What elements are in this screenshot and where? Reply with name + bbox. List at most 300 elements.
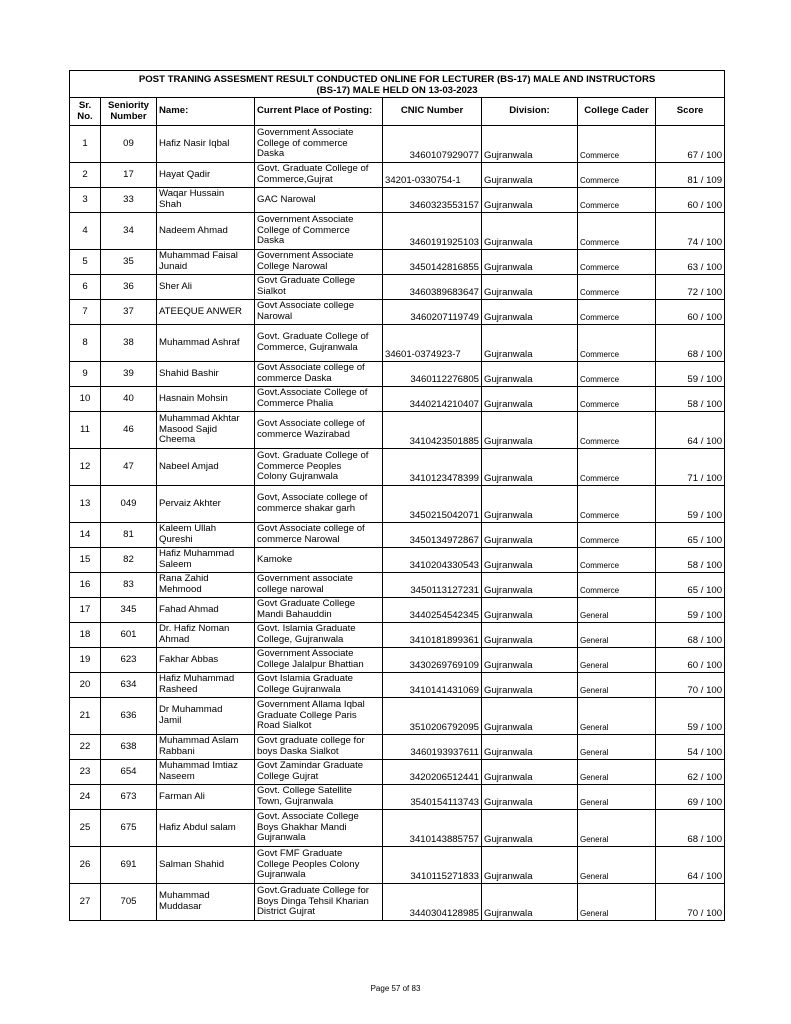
cell-posting-line: College, Gujranwala [257, 634, 344, 645]
cell-division: Gujranwala [482, 275, 578, 300]
cell-name-line: Muhammad Akhtar [159, 413, 240, 425]
cell-posting-line: Commerce,Gujrat [257, 174, 333, 185]
cell-posting-line: Govt Graduate College [257, 598, 356, 610]
cell-posting [255, 648, 383, 673]
cell-name [157, 785, 255, 810]
title-line-2: (BS-17) MALE HELD ON 13-03-2023 [316, 85, 478, 96]
cell-posting-line: College Peoples Colony [257, 858, 360, 870]
cell-posting-line: District Gujrat [257, 906, 316, 918]
cell-seniority: 47 [101, 449, 157, 486]
cell-cnic: 3440304128985 [383, 884, 482, 921]
cell-posting-line: Govt.Associate College of [257, 387, 368, 399]
cell-seniority: 83 [101, 573, 157, 598]
cell-posting [255, 213, 383, 250]
cell-cadre: Commerce [578, 387, 656, 412]
cell-name [157, 213, 255, 250]
cell-seniority: 37 [101, 300, 157, 325]
cell-posting-line: Gujranwala [257, 869, 306, 881]
cell-posting-line: Government Associate [257, 250, 354, 262]
cell-cnic: 3460389683647 [383, 275, 482, 300]
cell-cadre: General [578, 698, 656, 735]
cell-score: 70 / 100 [656, 884, 725, 921]
cell-name-line: Junaid [159, 261, 188, 272]
cell-division: Gujranwala [482, 760, 578, 785]
cell-name-line: Cheema [159, 434, 196, 446]
table-row [70, 648, 725, 673]
cell-sr: 24 [70, 785, 101, 810]
cell-division: Gujranwala [482, 598, 578, 623]
cell-name [157, 126, 255, 163]
cell-name-line: Dr Muhammad [159, 704, 223, 716]
cell-posting [255, 760, 383, 785]
cell-cnic: 3430269769109 [383, 648, 482, 673]
cell-name [157, 648, 255, 673]
cell-name-line: Farman Ali [159, 790, 205, 802]
cell-sr: 6 [70, 275, 101, 300]
cell-posting-line: Gujranwala [257, 832, 306, 844]
cell-cnic: 3460107929077 [383, 126, 482, 163]
cell-cadre: General [578, 648, 656, 673]
cell-cnic: 3410141431069 [383, 673, 482, 698]
cell-score: 69 / 100 [656, 785, 725, 810]
cell-name-line: Muhammad Aslam [159, 735, 239, 747]
header-cadre: College Cader [578, 98, 656, 126]
cell-posting-line: Colony Gujranwala [257, 471, 339, 483]
table-row [70, 760, 725, 785]
cell-posting-line: Government associate [257, 573, 353, 585]
cell-division: Gujranwala [482, 250, 578, 275]
cell-name [157, 250, 255, 275]
cell-name [157, 486, 255, 523]
cell-cnic: 3510206792095 [383, 698, 482, 735]
cell-cadre: Commerce [578, 362, 656, 387]
cell-posting-line: Kamoke [257, 553, 293, 565]
cell-cnic: 3540154113743 [383, 785, 482, 810]
cell-sr: 4 [70, 213, 101, 250]
table-row [70, 884, 725, 921]
cell-division: Gujranwala [482, 325, 578, 362]
cell-name-line: Shahid Bashir [159, 367, 219, 379]
cell-seniority: 39 [101, 362, 157, 387]
cell-cadre: Commerce [578, 412, 656, 449]
cell-score: 59 / 100 [656, 486, 725, 523]
cell-posting-line: College of Commerce [257, 224, 350, 236]
cell-posting [255, 126, 383, 163]
cell-division: Gujranwala [482, 810, 578, 847]
table-body [70, 126, 725, 921]
cell-sr: 19 [70, 648, 101, 673]
cell-seniority: 673 [101, 785, 157, 810]
cell-posting-line: Mandi Bahauddin [257, 609, 332, 620]
cell-posting-line: Daska [257, 148, 285, 160]
cell-seniority: 17 [101, 163, 157, 188]
table-row [70, 213, 725, 250]
cell-name-line: Pervaiz Akhter [159, 497, 221, 509]
cell-name-line: Masood Sajid [159, 423, 218, 435]
cell-score: 60 / 100 [656, 300, 725, 325]
cell-name-line: Jamil [159, 715, 182, 726]
cell-posting [255, 387, 383, 412]
table-row [70, 486, 725, 523]
cell-seniority: 345 [101, 598, 157, 623]
cell-posting-line: College Jalalpur Bhattian [257, 659, 364, 670]
cell-score: 68 / 100 [656, 325, 725, 362]
cell-name-line: Fahad Ahmad [159, 603, 219, 615]
cell-posting [255, 250, 383, 275]
cell-name-line: Salman Shahid [159, 858, 225, 870]
cell-sr: 23 [70, 760, 101, 785]
cell-name-line: Fakhar Abbas [159, 653, 219, 665]
cell-posting [255, 884, 383, 921]
cell-name-line: Sher Ali [159, 280, 193, 292]
cell-name-line: Muhammad Faisal [159, 250, 238, 262]
cell-score: 74 / 100 [656, 213, 725, 250]
header-sr-line1: Sr. [78, 99, 92, 111]
cell-seniority: 623 [101, 648, 157, 673]
table-row [70, 548, 725, 573]
cell-cadre: General [578, 847, 656, 884]
header-posting: Current Place of Posting: [255, 98, 383, 126]
cell-seniority: 34 [101, 213, 157, 250]
cell-score: 54 / 100 [656, 735, 725, 760]
cell-score: 65 / 100 [656, 573, 725, 598]
cell-name [157, 275, 255, 300]
cell-posting [255, 300, 383, 325]
cell-cadre: General [578, 735, 656, 760]
cell-posting-line: Govt. College Satellite [257, 785, 352, 797]
cell-cnic: 3410115271833 [383, 847, 482, 884]
header-division: Division: [482, 98, 578, 126]
cell-cadre: Commerce [578, 548, 656, 573]
cell-posting-line: Govt Associate college [257, 300, 355, 312]
cell-cadre: Commerce [578, 449, 656, 486]
cell-division: Gujranwala [482, 412, 578, 449]
cell-cnic: 3440254542345 [383, 598, 482, 623]
header-seniority-line2: Number [110, 110, 147, 122]
cell-name-line: Saleem [159, 559, 192, 570]
cell-cnic: 3410423501885 [383, 412, 482, 449]
page-number: Page 57 of 83 [370, 984, 421, 993]
cell-name [157, 387, 255, 412]
cell-division: Gujranwala [482, 213, 578, 250]
table-row [70, 163, 725, 188]
cell-posting [255, 573, 383, 598]
cell-seniority: 09 [101, 126, 157, 163]
cell-score: 68 / 100 [656, 623, 725, 648]
cell-cnic: 3410181899361 [383, 623, 482, 648]
cell-posting [255, 362, 383, 387]
cell-posting-line: Govt. Islamia Graduate [257, 623, 356, 635]
cell-division: Gujranwala [482, 785, 578, 810]
cell-name-line: Hayat Qadir [159, 168, 211, 180]
table-row [70, 598, 725, 623]
cell-name-line: Hafiz Abdul salam [159, 821, 236, 833]
cell-seniority: 654 [101, 760, 157, 785]
cell-sr: 5 [70, 250, 101, 275]
cell-sr: 7 [70, 300, 101, 325]
cell-division: Gujranwala [482, 126, 578, 163]
cell-cadre: Commerce [578, 163, 656, 188]
cell-sr: 14 [70, 523, 101, 548]
cell-seniority: 049 [101, 486, 157, 523]
cell-posting [255, 275, 383, 300]
cell-posting-line: Narowal [257, 311, 293, 322]
cell-cadre: Commerce [578, 126, 656, 163]
cell-cadre: Commerce [578, 523, 656, 548]
cell-cadre: Commerce [578, 213, 656, 250]
cell-sr: 9 [70, 362, 101, 387]
cell-name [157, 623, 255, 648]
cell-name-line: Hafiz Muhammad [159, 548, 235, 560]
cell-cnic: 3460112276805 [383, 362, 482, 387]
cell-name [157, 548, 255, 573]
cell-seniority: 35 [101, 250, 157, 275]
header-sr-line2: No. [77, 110, 93, 122]
header-score: Score [656, 98, 725, 126]
cell-sr: 1 [70, 126, 101, 163]
cell-name-line: Shah [159, 199, 182, 210]
table-row [70, 623, 725, 648]
cell-name-line: Qureshi [159, 534, 193, 545]
cell-seniority: 636 [101, 698, 157, 735]
cell-posting-line: commerce shakar garh [257, 503, 356, 514]
result-sheet [69, 70, 724, 921]
cell-score: 58 / 100 [656, 548, 725, 573]
cell-name-line: Rana Zahid [159, 573, 209, 585]
table-row [70, 847, 725, 884]
cell-seniority: 40 [101, 387, 157, 412]
cell-cnic: 3450113127231 [383, 573, 482, 598]
table-row [70, 449, 725, 486]
cell-sr: 20 [70, 673, 101, 698]
cell-division: Gujranwala [482, 188, 578, 213]
title-line-1: POST TRANING ASSESMENT RESULT CONDUCTED ONLINE FOR LECTURER (BS-17) MALE AND INSTRUCTORS [138, 73, 656, 85]
results-table [69, 70, 725, 921]
header-name: Name: [157, 98, 255, 126]
cell-posting-line: Govt, Associate college of [257, 492, 368, 504]
cell-score: 60 / 100 [656, 648, 725, 673]
cell-division: Gujranwala [482, 449, 578, 486]
cell-sr: 15 [70, 548, 101, 573]
cell-name-line: Naseem [159, 771, 195, 782]
cell-sr: 22 [70, 735, 101, 760]
cell-seniority: 638 [101, 735, 157, 760]
cell-posting-line: Boys Dinga Tehsil Kharian [257, 895, 369, 907]
cell-cnic: 3450134972867 [383, 523, 482, 548]
cell-cnic: 3420206512441 [383, 760, 482, 785]
cell-posting [255, 785, 383, 810]
cell-posting-line: College Gujrat [257, 771, 319, 782]
cell-posting-line: Daska [257, 235, 285, 247]
cell-division: Gujranwala [482, 486, 578, 523]
cell-division: Gujranwala [482, 623, 578, 648]
cell-cadre: General [578, 810, 656, 847]
cell-name-line: Kaleem Ullah [159, 523, 217, 535]
table-row [70, 785, 725, 810]
cell-posting-line: commerce Daska [257, 373, 332, 384]
cell-division: Gujranwala [482, 387, 578, 412]
cell-name-line: Hafiz Muhammad [159, 673, 235, 685]
cell-division: Gujranwala [482, 648, 578, 673]
cell-name-line: Hasnain Mohsin [159, 392, 228, 404]
cell-score: 62 / 100 [656, 760, 725, 785]
cell-sr: 21 [70, 698, 101, 735]
table-row [70, 325, 725, 362]
cell-name-line: Mehmood [159, 584, 202, 595]
cell-name [157, 412, 255, 449]
cell-score: 59 / 100 [656, 362, 725, 387]
cell-posting-line: Commerce, Gujranwala [257, 342, 358, 353]
cell-name [157, 325, 255, 362]
cell-name-line: Muddasar [159, 901, 202, 912]
header-seniority [101, 98, 157, 126]
table-row [70, 250, 725, 275]
cell-name-line: Nadeem Ahmad [159, 224, 228, 236]
cell-posting [255, 325, 383, 362]
cell-seniority: 38 [101, 325, 157, 362]
cell-posting-line: commerce Wazirabad [257, 429, 350, 440]
cell-posting-line: Road Sialkot [257, 720, 312, 732]
cell-name [157, 735, 255, 760]
table-row [70, 573, 725, 598]
cell-name [157, 847, 255, 884]
cell-posting-line: commerce Narowal [257, 534, 340, 545]
cell-posting [255, 523, 383, 548]
cell-cnic: 3450215042071 [383, 486, 482, 523]
cell-posting-line: Commerce Phalia [257, 398, 334, 409]
cell-sr: 26 [70, 847, 101, 884]
cell-posting-line: Boys Ghakhar Mandi [257, 821, 347, 833]
cell-name-line: Rasheed [159, 684, 198, 695]
cell-name [157, 698, 255, 735]
cell-seniority: 691 [101, 847, 157, 884]
cell-score: 68 / 100 [656, 810, 725, 847]
cell-posting-line: Govt graduate college for [257, 735, 365, 747]
cell-name [157, 573, 255, 598]
cell-posting-line: boys Daska Sialkot [257, 746, 339, 757]
cell-division: Gujranwala [482, 735, 578, 760]
table-row [70, 387, 725, 412]
table-row [70, 523, 725, 548]
cell-name-line: ATEEQUE ANWER [159, 305, 242, 317]
cell-sr: 11 [70, 412, 101, 449]
cell-posting-line: College Gujranwala [257, 684, 341, 695]
table-row [70, 300, 725, 325]
cell-sr: 8 [70, 325, 101, 362]
cell-posting [255, 188, 383, 213]
cell-division: Gujranwala [482, 847, 578, 884]
cell-seniority: 82 [101, 548, 157, 573]
cell-name [157, 188, 255, 213]
cell-sr: 2 [70, 163, 101, 188]
table-row [70, 735, 725, 760]
cell-score: 59 / 100 [656, 598, 725, 623]
cell-score: 59 / 100 [656, 698, 725, 735]
cell-division: Gujranwala [482, 163, 578, 188]
table-row [70, 188, 725, 213]
cell-posting-line: Commerce Peoples [257, 460, 342, 472]
cell-seniority: 705 [101, 884, 157, 921]
cell-cnic: 34601-0374923-7 [383, 325, 482, 362]
cell-cadre: Commerce [578, 300, 656, 325]
cell-name [157, 760, 255, 785]
cell-name [157, 449, 255, 486]
cell-cadre: General [578, 598, 656, 623]
cell-seniority: 675 [101, 810, 157, 847]
cell-name [157, 300, 255, 325]
cell-sr: 18 [70, 623, 101, 648]
cell-cadre: Commerce [578, 188, 656, 213]
cell-posting-line: Govt Graduate College [257, 275, 356, 287]
cell-posting [255, 673, 383, 698]
cell-posting [255, 548, 383, 573]
cell-name-line: Rabbani [159, 746, 195, 757]
table-title [70, 71, 725, 98]
cell-name [157, 884, 255, 921]
cell-score: 70 / 100 [656, 673, 725, 698]
cell-name-line: Muhammad Imtiaz [159, 760, 238, 772]
cell-division: Gujranwala [482, 673, 578, 698]
cell-seniority: 81 [101, 523, 157, 548]
cell-cadre: Commerce [578, 275, 656, 300]
cell-cnic: 3410204330543 [383, 548, 482, 573]
cell-sr: 10 [70, 387, 101, 412]
cell-division: Gujranwala [482, 362, 578, 387]
cell-posting-line: Sialkot [257, 286, 286, 297]
header-sr [70, 98, 101, 126]
cell-score: 65 / 100 [656, 523, 725, 548]
cell-cnic: 3460323553157 [383, 188, 482, 213]
table-row [70, 362, 725, 387]
cell-division: Gujranwala [482, 698, 578, 735]
cell-posting [255, 449, 383, 486]
cell-name [157, 673, 255, 698]
header-cnic: CNIC Number [383, 98, 482, 126]
cell-sr: 17 [70, 598, 101, 623]
cell-sr: 25 [70, 810, 101, 847]
cell-cadre: General [578, 623, 656, 648]
cell-cnic: 3440214210407 [383, 387, 482, 412]
cell-name [157, 523, 255, 548]
cell-name-line: Hafiz Nasir Iqbal [159, 137, 230, 149]
cell-posting-line: Govt. Graduate College of [257, 450, 369, 462]
cell-sr: 16 [70, 573, 101, 598]
table-row [70, 275, 725, 300]
cell-cnic: 3410123478399 [383, 449, 482, 486]
table-row [70, 126, 725, 163]
cell-name-line: Muhammad Ashraf [159, 336, 240, 348]
cell-sr: 13 [70, 486, 101, 523]
cell-division: Gujranwala [482, 548, 578, 573]
cell-seniority: 601 [101, 623, 157, 648]
cell-posting-line: Govt Associate college of [257, 362, 365, 374]
cell-score: 63 / 100 [656, 250, 725, 275]
cell-score: 67 / 100 [656, 126, 725, 163]
header-row [70, 98, 725, 126]
cell-seniority: 33 [101, 188, 157, 213]
cell-posting-line: Govt Associate college of [257, 418, 365, 430]
cell-posting [255, 810, 383, 847]
cell-cadre: Commerce [578, 250, 656, 275]
cell-name-line: Waqar Hussain [159, 188, 225, 200]
cell-score: 58 / 100 [656, 387, 725, 412]
cell-sr: 12 [70, 449, 101, 486]
cell-posting-line: Government Associate [257, 648, 354, 660]
cell-posting-line: GAC Narowal [257, 193, 316, 205]
cell-posting-line: Government Associate [257, 127, 354, 139]
cell-sr: 27 [70, 884, 101, 921]
cell-sr: 3 [70, 188, 101, 213]
